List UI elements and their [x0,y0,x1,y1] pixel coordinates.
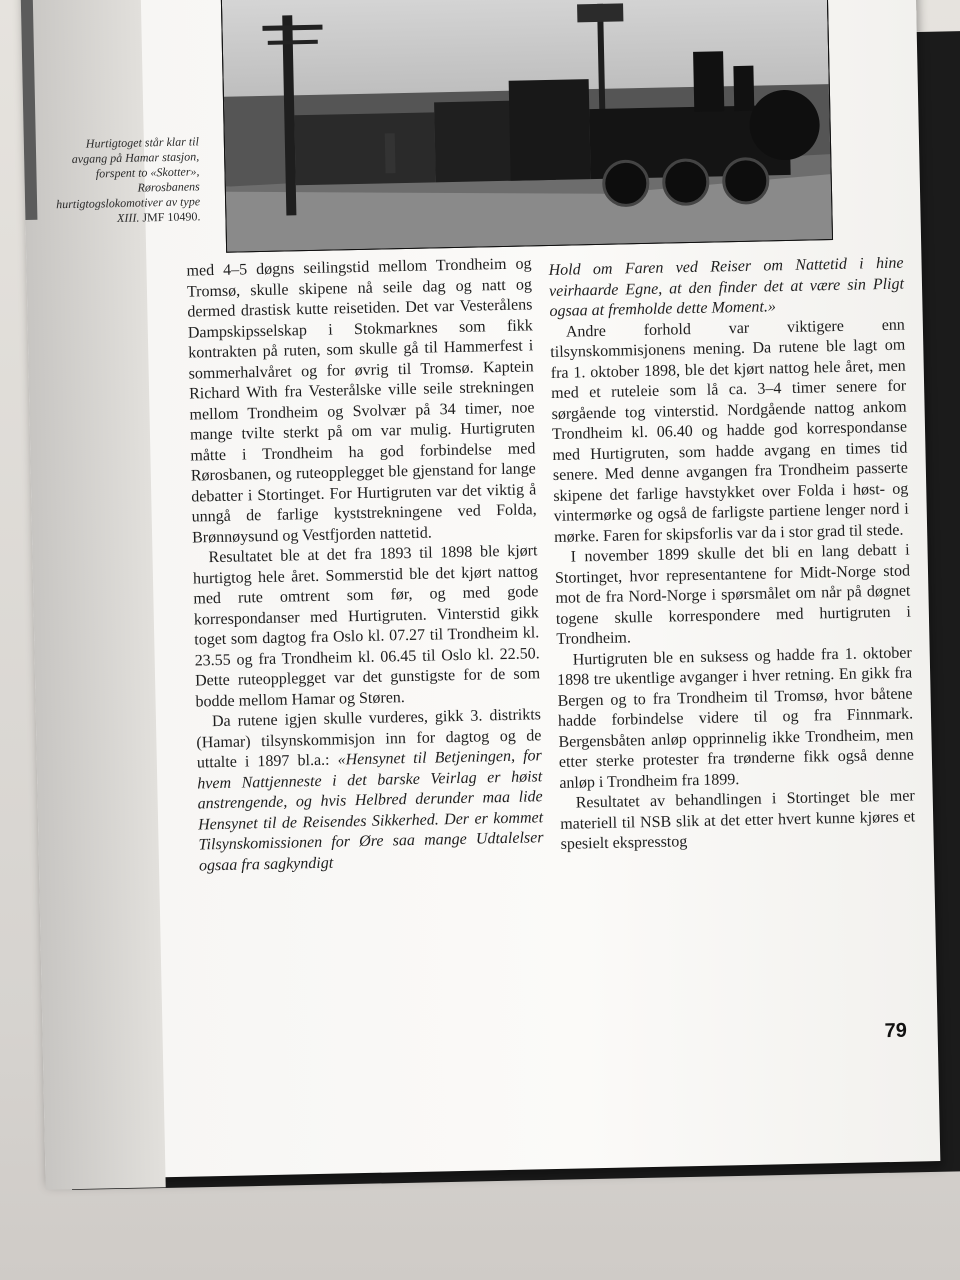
caption-text: Hurtigtoget står klar til avgang på Hamar stasjon, forspent to «Skotter», Rørosbanens hurtigtogslokomotiver av type XIII. [55,134,201,226]
photo-caption [49,134,201,227]
quote-text: «Hensynet til Betjeningen, for hvem Nattjenneste i det barske Veirlag er høist anstrengende, og hvis Helbred derunder maa lide Hensynet til de Reisendes Sikkerhed. Der er kommet Tilsynskomissionen for Øre saa mange Udtalelser ogsaa fra sagkyndigt [197,747,544,874]
paragraph-text: Da rutene igjen skulle vurderes, gikk 3. distrikts (Hamar) tilsynskommisjon inn for dagtog og de uttalte i 1897 bl.a.: [196,706,542,772]
page-number: 79 [884,1019,908,1043]
paragraph: Andre forhold var viktigere enn tilsynskommisjonens mening. Da rutene ble lagt om fra 1. oktober 1898, ble det kjørt nattog hele året, men med et ruteleie som lå ca. 3–4 timer senere for sørgående tog vinterstid. Nordgående nattog ankom Trondheim kl. 06.40 og hadde god korrespondanse med Hurtigruten, som hadde avgang en times tid senere. Med denne avgangen fra Trondheim passerte skipene det farlige havstykket over Folda i høst- og vintermørke og også de farligste partiene lenger nord i mørke. Faren for skipsforlis var da i stor grad til stede. [550,316,909,546]
quote-paragraph: Hold om Faren ved Reiser om Nattetid i hine veirhaarde Egne, at den finder det at være sin Pligt ogsaa at fremholde dette Moment.» [548,254,905,320]
caption-ref: JMF 10490. [142,209,201,225]
paragraph [196,705,544,876]
left-text-column [186,254,544,876]
paragraph: med 4–5 døgns seilingstid mellom Trondheim og Tromsø, skulle skipene nå seile dag og natt og dermed drastisk kutte reisetiden. Det var Vesterålens Dampskipsselskap i Stokmarknes som fikk kontrakten på ruten, som skulle gå til Hammerfest i sommerhalvåret og for øvrig til Tromsø. Kaptein Richard With fra Vesterålske ville seile strekningen mellom Trondheim og Svolvær på 34 timer, noe mange tvilte sterkt på om var mulig. Hurtigruten måtte i Trondheim ha god forbindelse med Rørosbanen, og ruteopplegget ble gjenstand for lange debatter i Stortinget. For Hurtigruten var det viktig å unngå de farlige kyststrekningene ved Folda, Brønnøysund og Vestfjorden nattetid. [186,255,537,547]
right-text-column [548,254,915,856]
paragraph: I november 1899 skulle det bli en lang debatt i Stortinget, hvor representantene for Midt-Norge stod mot de fra Nord-Norge i spørsmålet om når på døgnet togene skulle korrespondere med hurtigruten i Trondheim. [554,541,912,648]
paragraph: Hurtigruten ble en suksess og hadde fra 1. oktober 1898 tre ukentlige avganger i hver retning. En gikk fra Bergen og to fra Trondheim til Tromsø, hvor båtene hadde forbindelse videre til og fra Finnmark. Bergensbåten anløp opprinnelig ikke Trondheim, men etter sterke protester fra trønderne fikk også denne anløp i Trondheim fra 1899. [557,643,915,792]
paragraph: Resultatet ble at det fra 1893 til 1898 ble kjørt hurtigtog hele året. Sommerstid ble det kjørt nattog med rute omtrent som før, og med gode korrespondanser med Hurtigruten. Vinterstid gikk toget som dagtog fra Oslo kl. 07.27 til Trondheim kl. 23.55 og fra Trondheim kl. 06.45 til Oslo kl. 22.50. Dette ruteopplegget var det gunstigste for de som bodde mellom Hamar og Støren. [192,542,541,710]
train-photo [221,0,833,253]
book-page [20,0,940,1180]
paragraph: Resultatet av behandlingen i Stortinget ble mer materiell til NSB slik at det etter hvert kunne kjøres et spesielt ekspresstog [560,787,916,853]
steam-train-photo-icon [222,0,832,252]
